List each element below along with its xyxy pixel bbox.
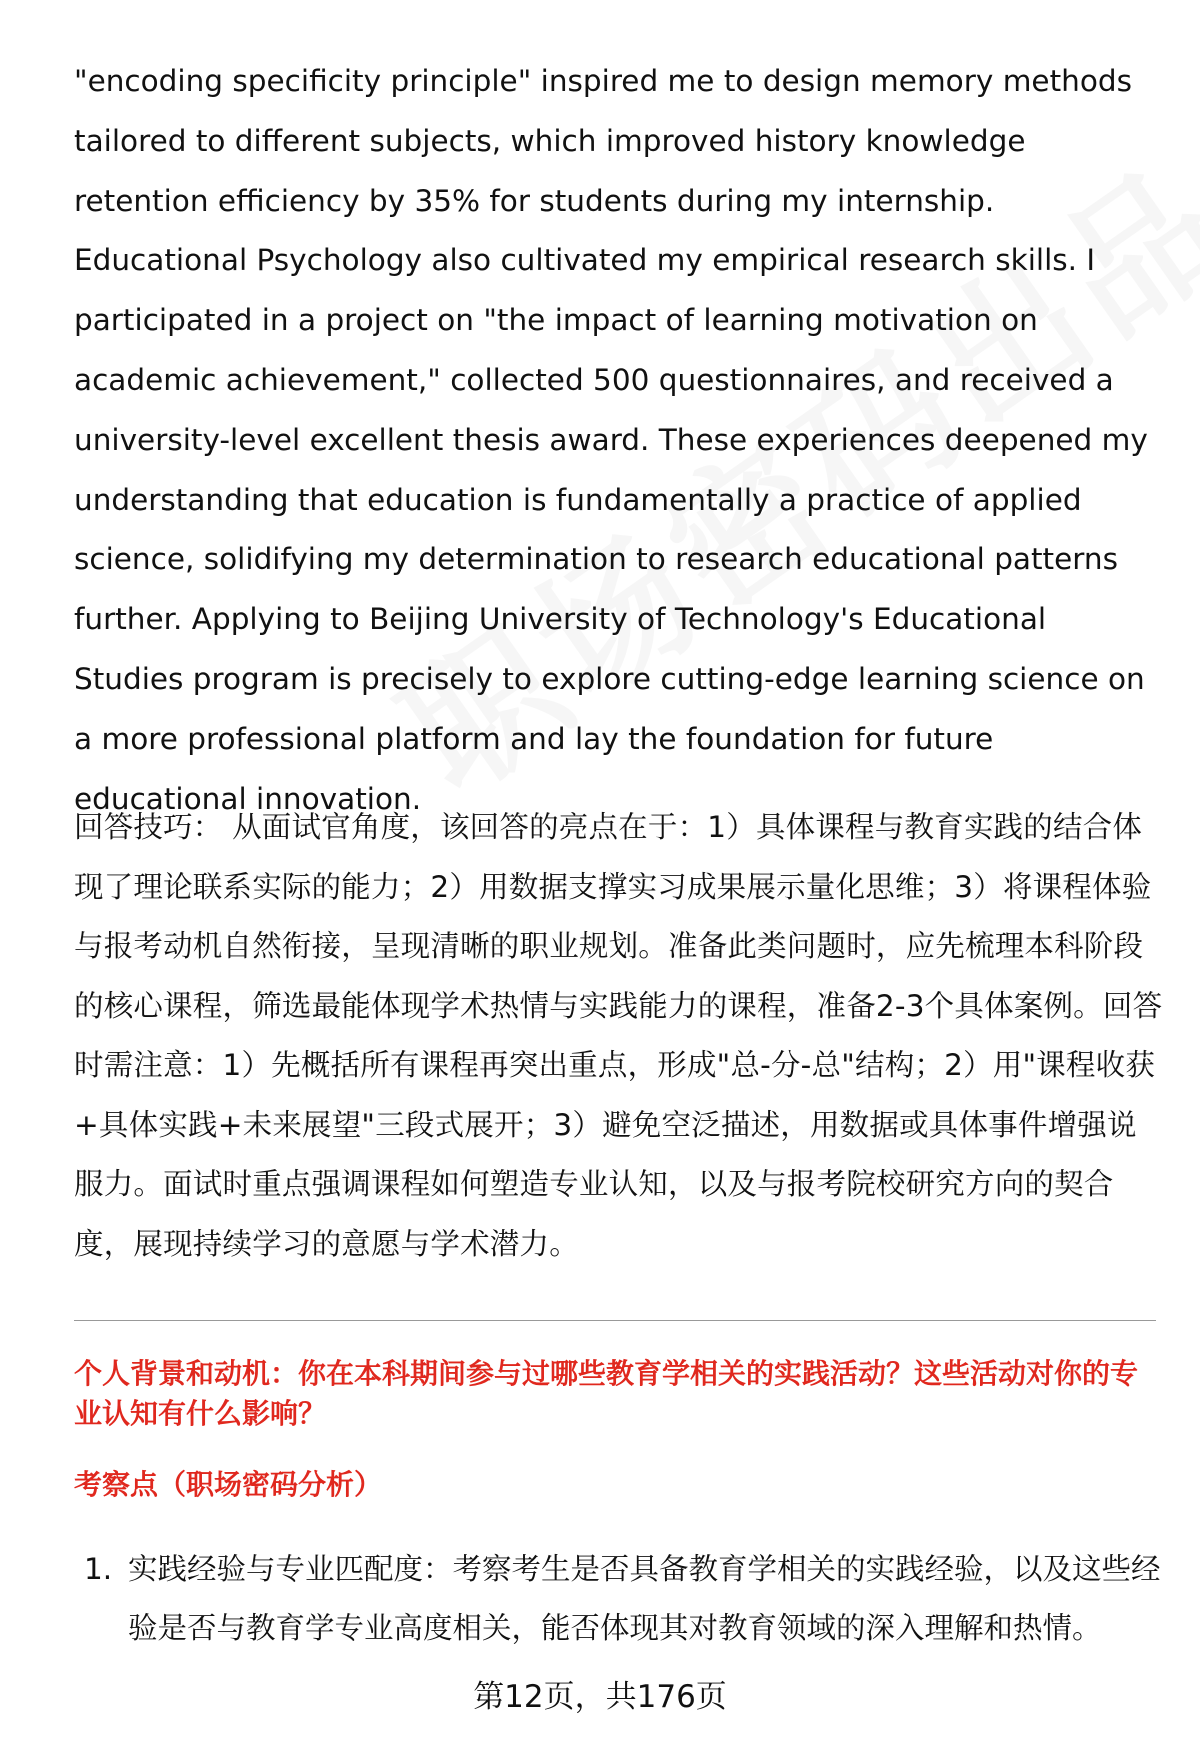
list-item (84, 1540, 1164, 1658)
page-footer: 第12页，共176页 (473, 1679, 727, 1715)
list-item-text: 实践经验与专业匹配度：考察考生是否具备教育学相关的实践经验，以及这些经验是否与教育学专业高度相关，能否体现其对教育领域的深入理解和热情。 (128, 1552, 1161, 1645)
section-divider (74, 1320, 1156, 1321)
body-paragraph: "encoding specificity principle" inspired me to design memory methods tailored to different subjects, which improved history knowledge retention efficiency by 35% for students during my internship. Educational Psychology also cultivated my empirical research skills. I participated in a project on "the impact of learning motivation on academic achievement," collected 500 questionnaires, and received a university-level excellent thesis award. These experiences deepened my understanding that education is fundamentally a practice of applied science, solidifying my determination to research educational patterns further. Applying to Beijing University of Technology's Educational Studies program is precisely to explore cutting-edge learning science on a more professional platform and lay the foundation for future educational innovation. (74, 64, 1148, 816)
answer-tips-paragraph: 回答技巧： 从面试官角度，该回答的亮点在于：1）具体课程与教育实践的结合体现了理论联系实际的能力；2）用数据支撑实习成果展示量化思维；3）将课程体验与报考动机自然衔接，呈现清晰的职业规划。准备此类问题时，应先梳理本科阶段的核心课程，筛选最能体现学术热情与实践能力的课程，准备2-3个具体案例。回答时需注意：1）先概括所有课程再突出重点，形成"总-分-总"结构；2）用"课程收获+具体实践+未来展望"三段式展开；3）避免空泛描述，用数据或具体事件增强说服力。面试时重点强调课程如何塑造专业认知，以及与报考院校研究方向的契合度，展现持续学习的意愿与学术潜力。 (74, 810, 1163, 1261)
question-heading: 个人背景和动机：你在本科期间参与过哪些教育学相关的实践活动？这些活动对你的专业认知有什么影响？ (74, 1357, 1139, 1430)
list-item-number: 1. (84, 1552, 113, 1586)
section-heading: 考察点（职场密码分析） (74, 1468, 383, 1501)
